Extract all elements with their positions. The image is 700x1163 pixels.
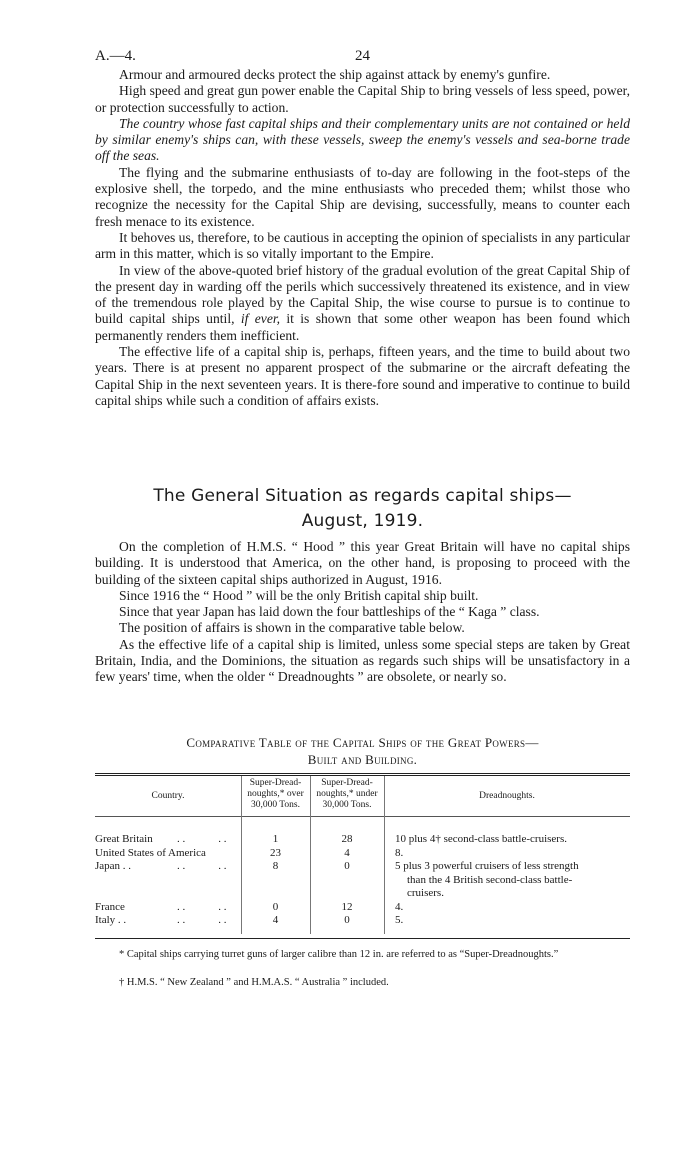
header-line: noughts,* under — [316, 789, 378, 799]
cell-country: Great Britain — [95, 833, 153, 845]
paragraph: The flying and the submarine enthusiasts of to-day are following in the foot-steps of the explosive shell, the torpedo, and the mine enthusiasts who preceded them; whilst those who recognize the necessity for the Capital Ship are devising, successfully, means to counter each fresh menace to its existence. — [95, 164, 630, 229]
cell-country: Italy . . — [95, 914, 127, 926]
header-line: Super-Dread- — [249, 778, 302, 788]
document-reference: A.—4. — [95, 48, 136, 64]
page-number: 24 — [355, 48, 370, 64]
header-rule — [95, 816, 630, 817]
section-title-line: August, 1919. — [301, 511, 424, 531]
cell-dreadnoughts: 5. — [395, 914, 404, 926]
header-line: Super-Dread- — [321, 778, 373, 788]
table-top-rule — [95, 773, 630, 774]
cell-country: Japan . . — [95, 860, 132, 872]
header-country: Country. — [151, 791, 185, 801]
cell-country: United States of America — [95, 846, 206, 859]
cell-dreadnoughts-continued: cruisers. — [407, 887, 444, 899]
section-title — [95, 484, 630, 534]
leader-dots: . . . . — [177, 833, 227, 845]
body-text — [95, 67, 630, 409]
footnote-new-zealand: † H.M.S. “ New Zealand ” and H.M.A.S. “ Australia ” included. — [119, 977, 389, 988]
paragraph: As the effective life of a capital ship is limited, unless some special steps are taken by Great Britain, India, and the Dominions, the situation as regards such ships will be unsatisfactory in a few years' time, when the older “ Dreadnoughts ” are obsolete, or nearly so. — [95, 636, 630, 685]
header-line: 30,000 Tons. — [322, 800, 372, 810]
cell-under: 0 — [344, 914, 350, 926]
cell-dreadnoughts: 8. — [395, 846, 404, 859]
section-body — [95, 539, 630, 686]
cell-over: 4 — [272, 914, 279, 926]
cell-over: 1 — [272, 833, 279, 845]
table-title-line: Built and Building. — [307, 752, 418, 767]
cell-under: 4 — [344, 846, 350, 859]
table-title-line: Comparative Table of the Capital Ships of the Great Powers— — [186, 735, 539, 750]
cell-under: 0 — [344, 860, 350, 872]
header-line: noughts,* over — [247, 789, 304, 799]
paragraph: On the completion of H.M.S. “ Hood ” this year Great Britain will have no capital ships building. It is understood that America, on the other hand, is proposing to proceed with the building of the sixteen capital ships authorized in August, 1916. — [95, 539, 630, 587]
table-bottom-rule — [95, 938, 630, 939]
emphasis-text: if ever, — [240, 311, 281, 327]
header-over-30000 — [241, 778, 310, 811]
paragraph-text: In view of the above-quoted brief history of the gradual evolution of the great Capital Ship of the present day in warding off the perils which successively threatened its existence, and in view of the tremendous role played by the Capital Ship, the wise course to pursue is to continue to build capital ships until, — [95, 262, 630, 327]
header-under-30000 — [310, 778, 384, 811]
cell-dreadnoughts: 5 plus 3 powerful cruisers of less strength — [395, 860, 579, 872]
leader-dots: . . . . — [177, 860, 227, 872]
paragraph: Since that year Japan has laid down the four battleships of the “ Kaga ” class. — [119, 604, 540, 620]
cell-over: 23 — [270, 846, 281, 859]
cell-over: 8 — [272, 860, 279, 872]
paragraph: It behoves us, therefore, to be cautious in accepting the opinion of specialists in any particular arm in this matter, which is so vitally important to the Empire. — [95, 229, 630, 262]
paragraph: The effective life of a capital ship is, perhaps, fifteen years, and the time to build about two years. There is at present no apparent prospect of the submarine or the aircraft defeating the Capital Ship in the next seventeen years. It is there-fore sound and imperative to continue to build capital ships while such a condition of affairs exists. — [95, 344, 630, 408]
cell-dreadnoughts-continued: than the 4 British second-class battle- — [407, 873, 573, 886]
paragraph: Since 1916 the “ Hood ” will be the only British capital ship built. — [119, 587, 479, 603]
cell-under: 28 — [341, 833, 353, 845]
paragraph: Armour and armoured decks protect the ship against attack by enemy's gunfire. — [119, 67, 551, 82]
table-top-rule — [95, 775, 630, 776]
leader-dots: . . . . — [177, 914, 227, 926]
paragraph: The position of affairs is shown in the comparative table below. — [119, 620, 465, 636]
cell-dreadnoughts: 4. — [395, 900, 404, 913]
section-title-line: The General Situation as regards capital ships— — [153, 486, 572, 506]
table-title — [95, 734, 630, 768]
header-dreadnoughts: Dreadnoughts. — [479, 791, 535, 801]
cell-over: 0 — [272, 900, 279, 913]
italic-paragraph: The country whose fast capital ships and their complementary units are not contained or held by similar enemy's ships can, with these vessels, sweep the enemy's vessels and sea-borne trade off the seas. — [95, 115, 630, 164]
paragraph — [95, 263, 630, 344]
footnote-super-dreadnoughts: * Capital ships carrying turret guns of larger calibre than 12 in. are referred to as “Super-Dreadnoughts.” — [119, 949, 559, 960]
paragraph-text: it is shown that some other weapon has been found which permanently renders them inefficient. — [95, 311, 630, 343]
cell-under: 12 — [341, 900, 353, 913]
cell-dreadnoughts: 10 plus 4† second-class battle-cruisers. — [395, 833, 567, 845]
paragraph: High speed and great gun power enable the Capital Ship to bring vessels of less speed, power, or protection successfully to action. — [95, 83, 630, 115]
header-line: 30,000 Tons. — [250, 800, 301, 810]
leader-dots: . . . . — [177, 900, 227, 913]
cell-country: France — [95, 900, 125, 913]
